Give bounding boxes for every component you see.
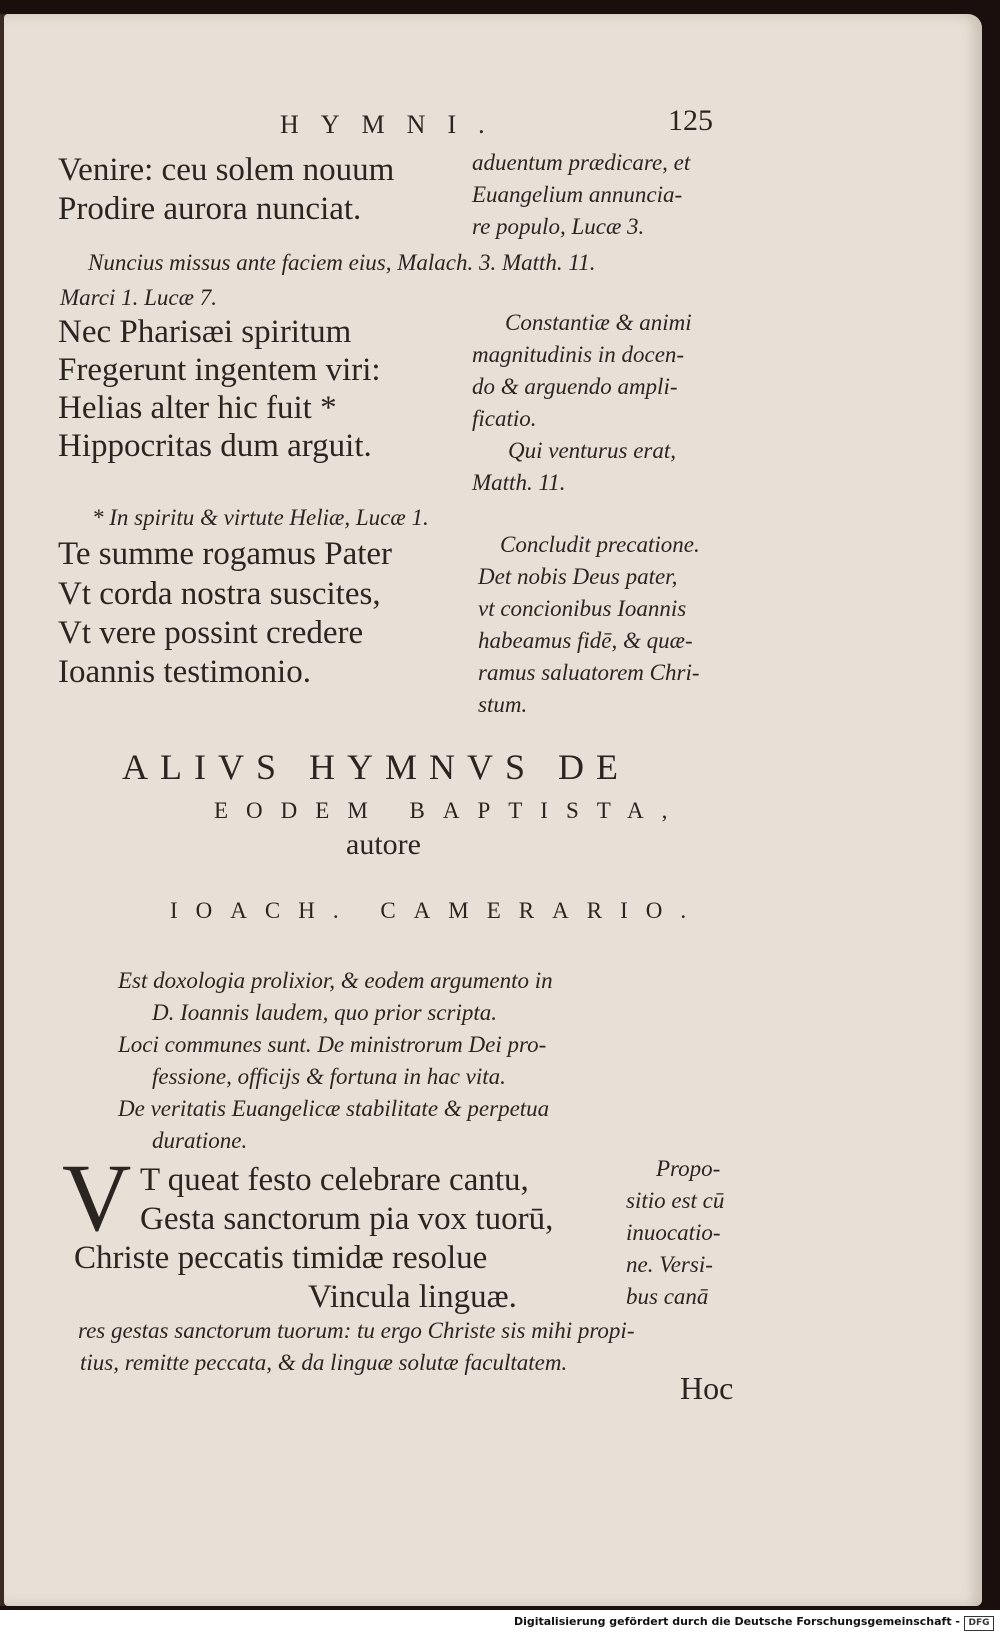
side-note-line: Propo- <box>656 1156 721 1181</box>
intro-line: De veritatis Euangelicæ stabilitate & perpetua <box>118 1096 550 1121</box>
footer-bar <box>0 1610 1000 1635</box>
verse-line: Nec Pharisæi spiritum <box>58 314 352 350</box>
side-note-line: Qui venturus erat, <box>508 438 677 463</box>
verse-line: Vt vere possint credere <box>58 615 364 651</box>
side-note-line: Matth. 11. <box>472 470 566 495</box>
verse-line: Ioannis testimonio. <box>58 654 311 690</box>
footnote: * In spiritu & virtute Heliæ, Lucæ 1. <box>92 505 429 530</box>
intro-line: Loci communes sunt. De ministrorum Dei pro- <box>118 1032 547 1057</box>
hymn-author-label: autore <box>346 828 421 861</box>
side-note-line: Euangelium annuncia- <box>472 182 683 207</box>
note-tail-line: res gestas sanctorum tuorum: tu ergo Christe sis mihi propi- <box>78 1318 635 1343</box>
side-note-line: re populo, Lucæ 3. <box>472 214 645 239</box>
hymn-title: ALIVS HYMNVS DE <box>122 747 631 787</box>
verse-line: Christe peccatis timidæ resolue <box>74 1240 488 1276</box>
side-note-line: bus canā <box>626 1284 709 1309</box>
verse-line: Te summe rogamus Pater <box>58 536 393 572</box>
verse-line: Vt corda nostra suscites, <box>58 576 381 612</box>
funding-credit: Digitalisierung gefördert durch die Deutsche Forschungsgemeinschaft - <box>513 1615 960 1628</box>
running-title: HYMNI. <box>280 110 507 139</box>
side-note-line: habeamus fidē, & quæ- <box>478 628 693 653</box>
verse-line: Hippocritas dum arguit. <box>58 428 372 464</box>
verse-line: Vincula linguæ. <box>308 1279 517 1315</box>
side-note-line: aduentum prædicare, et <box>472 150 691 175</box>
side-note-line: magnitudinis in docen- <box>472 342 685 367</box>
intro-line: Est doxologia prolixior, & eodem argumento in <box>118 968 553 993</box>
intro-line: duratione. <box>152 1128 248 1153</box>
side-note-line: inuocatio- <box>626 1220 721 1245</box>
side-note-line: stum. <box>478 692 528 717</box>
side-note-line: ramus saluatorem Chri- <box>478 660 700 685</box>
side-note-line: Concludit precatione. <box>500 532 700 557</box>
side-note-line: ficatio. <box>472 406 537 431</box>
side-note-line: vt concionibus Ioannis <box>478 596 687 621</box>
verse-line: Venire: ceu solem nouum <box>58 152 395 188</box>
side-note-line: ne. Versi- <box>626 1252 713 1277</box>
catchword: Hoc <box>680 1370 734 1406</box>
verse-line: Helias alter hic fuit * <box>58 390 337 426</box>
side-note-line: sitio est cū <box>626 1188 725 1213</box>
verse-line: Gesta sanctorum pia vox tuorū, <box>140 1201 554 1237</box>
verse-line: Fregerunt ingentem viri: <box>58 352 381 388</box>
note-tail-line: tius, remitte peccata, & da linguæ solutæ facultatem. <box>80 1350 568 1375</box>
full-note-line: Nuncius missus ante faciem eius, Malach. 3. Matth. 11. <box>88 250 596 275</box>
intro-line: fessione, officijs & fortuna in hac vita. <box>152 1064 506 1089</box>
dfg-logo: DFG <box>964 1616 994 1631</box>
intro-line: D. Ioannis laudem, quo prior scripta. <box>152 1000 497 1025</box>
full-note-line: Marci 1. Lucæ 7. <box>60 285 217 310</box>
page-number: 125 <box>668 104 713 137</box>
hymn-author: IOACH. CAMERARIO. <box>170 898 705 923</box>
side-note-line: do & arguendo ampli- <box>472 374 678 399</box>
drop-cap: V <box>62 1144 132 1251</box>
hymn-subtitle: EODEM BAPTISTA, <box>214 798 686 823</box>
verse-line: Prodire aurora nunciat. <box>58 191 362 227</box>
side-note-line: Det nobis Deus pater, <box>478 564 678 589</box>
verse-line: T queat festo celebrare cantu, <box>140 1162 529 1198</box>
side-note-line: Constantiæ & animi <box>505 310 692 335</box>
